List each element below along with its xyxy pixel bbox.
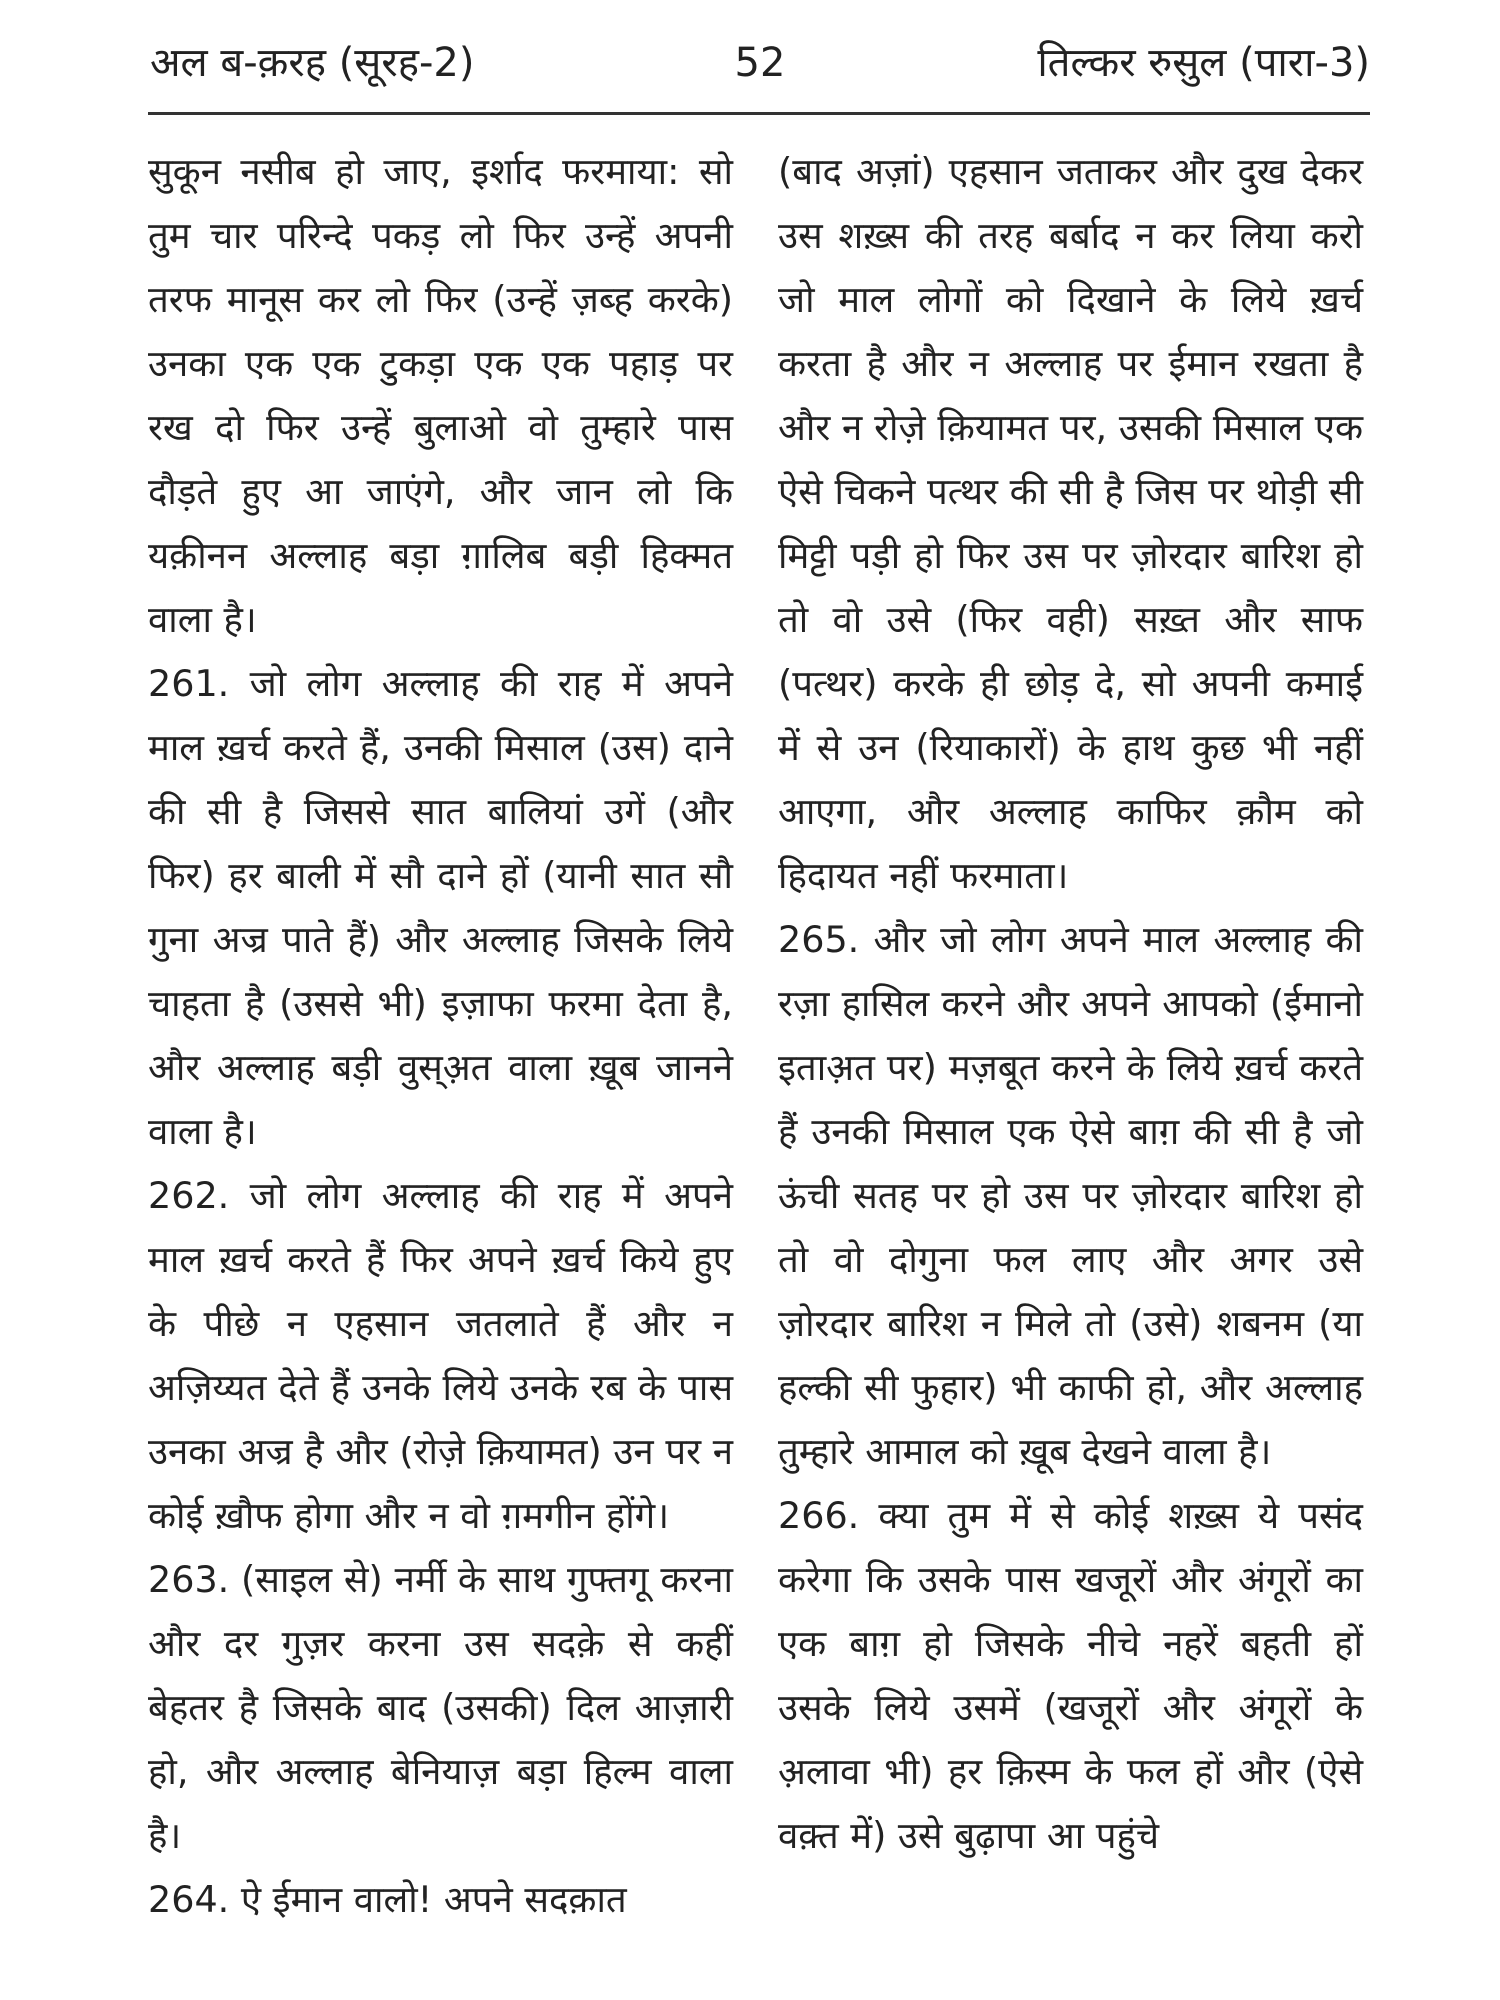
paragraph-verse-264-cont: (बाद अज़ां) एहसान जताकर और दुख देकर उस शख़्स की तरह बर्बाद न कर लिया करो जो माल लोगों को दिखाने के लिये ख़र्च करता है और न अल्लाह पर ईमान रखता है और न रोज़े क़ियामत पर, उसकी मिसाल एक ऐसे चिकने पत्थर की सी है जिस पर थोड़ी सी मिट्टी पड़ी हो फिर उस पर ज़ोरदार बारिश हो तो वो उसे (फिर वही) सख़्त और साफ (पत्थर) करके ही छोड़ दे, सो अपनी कमाई में से उन (रियाकारों) के हाथ कुछ भी नहीं आएगा, और अल्लाह काफिर क़ौम को हिदायत नहीं फरमाता। bbox=[778, 150, 1363, 897]
surah-title: अल ब-क़रह (सूरह-2) bbox=[150, 40, 475, 86]
paragraph-verse-266-start: 266. क्या तुम में से कोई शख़्स ये पसंद करेगा कि उसके पास खजूरों और अंगूरों का एक बाग़ हो जिसके नीचे नहरें बहती हों उसके लिये उसमें (खजूरों और अंगूरों के अ़लावा भी) हर क़िस्म के फल हों और (ऐसे वक़्त में) उसे बुढ़ापा आ पहुंचे bbox=[778, 1494, 1363, 1857]
paragraph-verse-262: 262. जो लोग अल्लाह की राह में अपने माल ख़र्च करते हैं फिर अपने ख़र्च किये हुए के पीछे न एहसान जतलाते हैं और न अज़िय्यत देते हैं उनके लिये उनके रब के पास उनका अज्र है और (रोज़े क़ियामत) उन पर न कोई ख़ौफ होगा और न वो ग़मगीन होंगे। bbox=[148, 1174, 733, 1537]
paragraph-verse-265: 265. और जो लोग अपने माल अल्लाह की रज़ा हासिल करने और अपने आपको (ईमानो इताअ़त पर) मज़बूत करने के लिये ख़र्च करते हैं उनकी मिसाल एक ऐसे बाग़ की सी है जो ऊंची सतह पर हो उस पर ज़ोरदार बारिश हो तो वो दोगुना फल लाए और अगर उसे ज़ोरदार बारिश न मिले तो (उसे) शबनम (या हल्की सी फुहार) भी काफी हो, और अल्लाह तुम्हारे आमाल को ख़ूब देखने वाला है। bbox=[778, 918, 1363, 1473]
left-column bbox=[148, 140, 733, 1932]
para-title: तिल्कर रुसुल (पारा-3) bbox=[1037, 40, 1370, 86]
page-number: 52 bbox=[734, 40, 786, 86]
paragraph-verse-264-start: 264. ऐ ईमान वालो! अपने सदक़ात bbox=[148, 1878, 627, 1921]
right-column bbox=[778, 140, 1363, 1868]
paragraph-verse-263: 263. (साइल से) नर्मी के साथ गुफ्तगू करना और दर गुज़र करना उस सदक़े से कहीं बेहतर है जिसके बाद (उसकी) दिल आज़ारी हो, और अल्लाह बेनियाज़ बड़ा हिल्म वाला है। bbox=[148, 1558, 733, 1857]
running-header bbox=[150, 28, 1370, 98]
header-divider bbox=[148, 112, 1370, 115]
paragraph-verse-260-end: सुकून नसीब हो जाए, इर्शाद फरमाया: सो तुम चार परिन्दे पकड़ लो फिर उन्हें अपनी तरफ मानूस कर लो फिर (उन्हें ज़ब्ह करके) उनका एक एक टुकड़ा एक एक पहाड़ पर रख दो फिर उन्हें बुलाओ वो तुम्हारे पास दौड़ते हुए आ जाएंगे, और जान लो कि यक़ीनन अल्लाह बड़ा ग़ालिब बड़ी हिक्मत वाला है। bbox=[148, 150, 733, 641]
paragraph-verse-261: 261. जो लोग अल्लाह की राह में अपने माल ख़र्च करते हैं, उनकी मिसाल (उस) दाने की सी है जिससे सात बालियां उगें (और फिर) हर बाली में सौ दाने हों (यानी सात सौ गुना अज्र पाते हैं) और अल्लाह जिसके लिये चाहता है (उससे भी) इज़ाफा फरमा देता है, और अल्लाह बड़ी वुस्अ़त वाला ख़ूब जानने वाला है। bbox=[148, 662, 733, 1153]
